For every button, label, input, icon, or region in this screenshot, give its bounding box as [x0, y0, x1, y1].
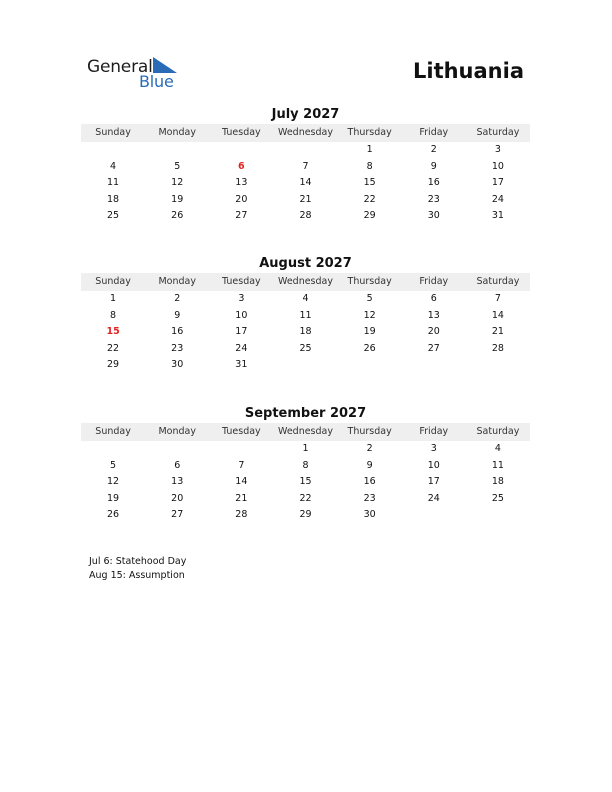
- weekday-label: Sunday: [95, 127, 131, 138]
- day-cell: 15: [106, 326, 120, 337]
- day-cell: 21: [299, 193, 312, 205]
- week-row: [81, 142, 530, 159]
- weekday-label: Saturday: [476, 127, 520, 138]
- day-cell: [209, 441, 273, 458]
- day-cell: 30: [171, 359, 184, 370]
- weekday-label: Saturday: [476, 276, 520, 287]
- day-cell: [81, 142, 145, 159]
- logo-general-text: General: [87, 57, 153, 77]
- month-title: August 2027: [259, 256, 352, 271]
- day-cell: 15: [363, 177, 376, 188]
- day-cell: 8: [302, 459, 309, 471]
- day-cell: 26: [363, 342, 376, 354]
- weekday-label: Tuesday: [222, 127, 261, 138]
- day-cell: 24: [427, 492, 440, 504]
- week-row: [81, 192, 530, 209]
- day-cell: [402, 507, 466, 524]
- weekday-label: Tuesday: [222, 426, 261, 437]
- week-row: [81, 175, 530, 192]
- day-cell: [338, 357, 402, 374]
- note-line: Aug 15: Assumption: [89, 570, 185, 581]
- day-cell: 21: [235, 492, 248, 504]
- day-cell: 14: [299, 177, 312, 188]
- day-cell: 1: [302, 443, 309, 454]
- day-cell: 22: [107, 342, 120, 354]
- weekday-label: Wednesday: [277, 276, 333, 287]
- weekday-label: Sunday: [95, 276, 131, 287]
- week-row: [81, 291, 530, 308]
- month-title: July 2027: [271, 107, 340, 122]
- day-cell: 6: [238, 160, 245, 172]
- day-cell: 3: [494, 144, 501, 155]
- weekday-label: Thursday: [347, 276, 392, 287]
- day-cell: 27: [171, 509, 184, 520]
- weekday-label: Friday: [419, 127, 449, 138]
- country-title: Lithuania: [412, 59, 524, 83]
- day-cell: 12: [107, 476, 120, 487]
- day-cell: 7: [238, 459, 245, 471]
- logo: [87, 55, 187, 91]
- weekday-label: Thursday: [347, 127, 392, 138]
- logo-triangle-icon: [153, 57, 177, 73]
- weekday-label: Tuesday: [222, 276, 261, 287]
- day-cell: 30: [427, 210, 440, 221]
- day-cell: [81, 441, 145, 458]
- day-cell: 13: [427, 309, 440, 321]
- day-cell: [209, 142, 273, 159]
- logo-blue-text: Blue: [139, 72, 174, 91]
- day-cell: 1: [110, 293, 117, 304]
- day-cell: 4: [302, 293, 309, 304]
- day-cell: 11: [491, 459, 504, 471]
- day-cell: 3: [238, 293, 245, 304]
- day-cell: 11: [299, 309, 312, 321]
- day-cell: 17: [235, 326, 248, 337]
- day-cell: [145, 142, 209, 159]
- day-cell: 26: [107, 509, 120, 520]
- day-cell: 25: [491, 492, 504, 504]
- note-line: Jul 6: Statehood Day: [89, 556, 187, 567]
- day-cell: 17: [491, 177, 504, 188]
- day-cell: 14: [491, 309, 504, 321]
- day-cell: 18: [299, 326, 312, 337]
- day-cell: 28: [491, 342, 504, 354]
- day-cell: 30: [363, 509, 376, 520]
- day-cell: 16: [427, 177, 440, 188]
- day-cell: 12: [363, 309, 376, 321]
- month-title: September 2027: [244, 406, 367, 421]
- weekday-header-row: [81, 273, 530, 291]
- day-cell: 16: [171, 326, 184, 337]
- day-cell: 11: [107, 177, 120, 188]
- weekday-label: Saturday: [476, 426, 520, 437]
- month-august: [81, 255, 530, 374]
- day-cell: 7: [494, 293, 501, 304]
- day-cell: 31: [235, 359, 248, 370]
- day-cell: 2: [430, 144, 437, 155]
- weekday-label: Monday: [158, 276, 196, 287]
- day-cell: 17: [427, 476, 440, 487]
- day-cell: [466, 507, 530, 524]
- day-cell: 12: [171, 177, 184, 188]
- day-cell: 10: [427, 459, 440, 471]
- day-cell: 9: [174, 309, 181, 321]
- weekday-label: Monday: [158, 426, 196, 437]
- day-cell: 8: [366, 160, 373, 172]
- day-cell: 23: [427, 193, 440, 205]
- weekday-label: Friday: [419, 276, 449, 287]
- week-row: [81, 324, 530, 341]
- day-cell: [273, 142, 337, 159]
- day-cell: 10: [235, 309, 248, 321]
- day-cell: [145, 441, 209, 458]
- day-cell: 22: [363, 193, 376, 205]
- day-cell: 28: [235, 509, 248, 520]
- day-cell: 15: [299, 476, 312, 487]
- day-cell: 29: [107, 359, 120, 370]
- day-cell: 1: [366, 144, 373, 155]
- day-cell: 9: [366, 459, 373, 471]
- day-cell: [273, 357, 337, 374]
- weekday-label: Thursday: [347, 426, 392, 437]
- day-cell: 23: [363, 492, 376, 504]
- day-cell: 5: [174, 160, 181, 172]
- day-cell: 19: [107, 492, 120, 504]
- day-cell: 13: [171, 476, 184, 487]
- day-cell: 20: [171, 492, 184, 504]
- month-september: [81, 405, 530, 524]
- week-row: [81, 308, 530, 325]
- week-row: [81, 491, 530, 508]
- day-cell: 21: [491, 326, 504, 337]
- day-cell: 8: [110, 309, 117, 321]
- day-cell: [402, 357, 466, 374]
- day-cell: 4: [494, 443, 501, 454]
- day-cell: 13: [235, 177, 248, 188]
- day-cell: 2: [366, 443, 373, 454]
- weekday-label: Sunday: [95, 426, 131, 437]
- day-cell: 26: [171, 210, 184, 221]
- day-cell: 27: [427, 342, 440, 354]
- day-cell: 19: [171, 193, 184, 205]
- week-row: [81, 474, 530, 491]
- weekday-label: Monday: [158, 127, 196, 138]
- day-cell: 20: [427, 326, 440, 337]
- day-cell: 29: [363, 210, 376, 221]
- day-cell: 4: [110, 160, 117, 172]
- day-cell: 18: [491, 476, 504, 487]
- day-cell: 18: [107, 193, 120, 205]
- day-cell: 25: [107, 210, 120, 221]
- weekday-label: Wednesday: [277, 127, 333, 138]
- week-row: [81, 357, 530, 374]
- day-cell: 16: [363, 476, 376, 487]
- day-cell: 25: [299, 342, 312, 354]
- day-cell: 24: [235, 342, 248, 354]
- week-row: [81, 507, 530, 524]
- day-cell: 9: [430, 160, 437, 172]
- week-row: [81, 441, 530, 458]
- weekday-header-row: [81, 423, 530, 441]
- day-cell: 6: [174, 459, 181, 471]
- day-cell: 19: [363, 326, 376, 337]
- day-cell: 20: [235, 193, 248, 205]
- weekday-header-row: [81, 124, 530, 142]
- day-cell: 2: [174, 293, 181, 304]
- day-cell: 7: [302, 160, 309, 172]
- day-cell: 27: [235, 210, 248, 221]
- day-cell: 23: [171, 342, 184, 354]
- day-cell: 28: [299, 210, 312, 221]
- holiday-notes: [89, 555, 186, 583]
- day-cell: 14: [235, 476, 248, 487]
- weekday-label: Friday: [419, 426, 449, 437]
- day-cell: 3: [430, 443, 437, 454]
- day-cell: 10: [491, 160, 504, 172]
- week-row: [81, 159, 530, 176]
- week-row: [81, 341, 530, 358]
- day-cell: 29: [299, 509, 312, 520]
- month-july: [81, 106, 530, 225]
- weekday-label: Wednesday: [277, 426, 333, 437]
- day-cell: 31: [491, 210, 504, 221]
- day-cell: 24: [491, 193, 504, 205]
- week-row: [81, 458, 530, 475]
- day-cell: 5: [366, 293, 373, 304]
- day-cell: 6: [430, 293, 437, 304]
- day-cell: 5: [110, 459, 117, 471]
- day-cell: 22: [299, 492, 312, 504]
- day-cell: [466, 357, 530, 374]
- week-row: [81, 208, 530, 225]
